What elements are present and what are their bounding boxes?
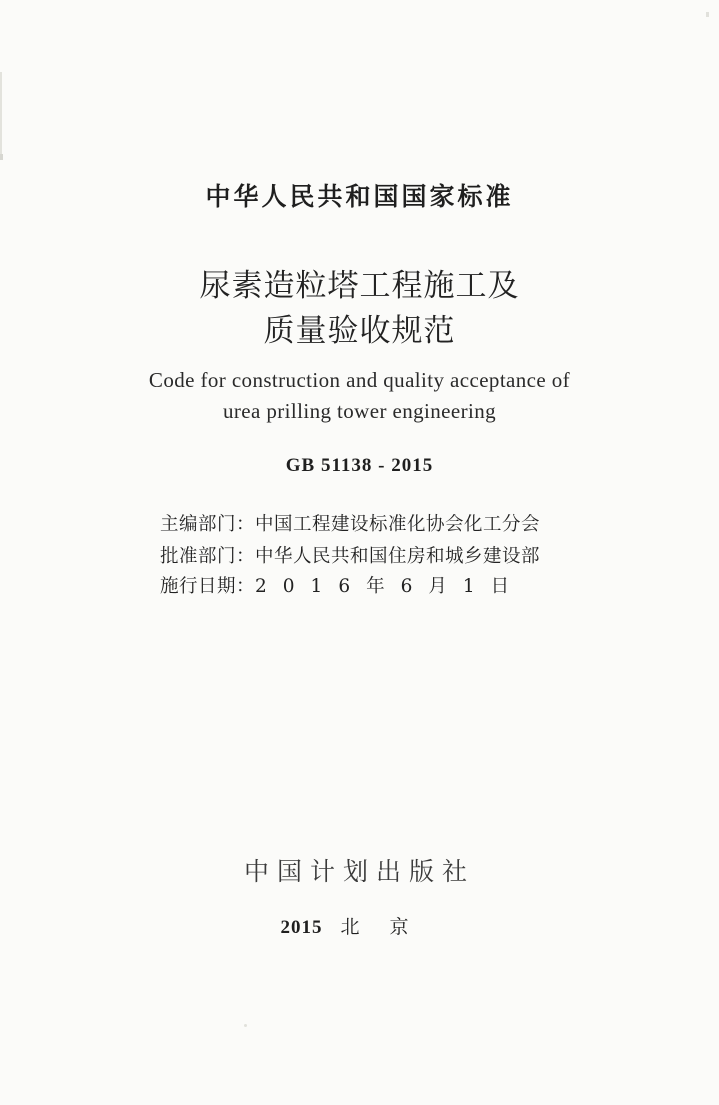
approval-department-row	[160, 542, 540, 568]
chinese-title-line-1: 尿素造粒塔工程施工及	[199, 268, 520, 304]
publication-city: 北京	[340, 916, 439, 938]
english-title-line-2: urea prilling tower engineering	[222, 399, 497, 423]
effective-date-row	[160, 572, 525, 598]
chinese-title-line-2: 质量验收规范	[263, 313, 456, 349]
effective-date-value: 2016年6月1日	[255, 576, 526, 597]
publication-year-place	[0, 912, 719, 939]
scan-edge-mark	[0, 154, 3, 160]
approval-department-value: 中华人民共和国住房和城乡建设部	[255, 546, 541, 567]
approval-department-label: 批准部门：	[160, 546, 256, 567]
editor-department-row	[160, 510, 540, 536]
scan-speck	[244, 1024, 247, 1027]
publisher-name: 中国计划出版社	[243, 857, 475, 886]
editor-department-label: 主编部门：	[160, 514, 256, 535]
editor-department-value: 中国工程建设标准化协会化工分会	[255, 514, 541, 535]
effective-date-label: 施行日期：	[160, 576, 256, 597]
standard-number: GB 51138 - 2015	[285, 455, 434, 476]
scan-edge-shadow	[0, 72, 2, 154]
english-title-line-1: Code for construction and quality acceptance of	[148, 368, 571, 392]
publication-year: 2015	[280, 917, 323, 938]
scan-speck	[706, 12, 709, 17]
series-title: 中华人民共和国国家标准	[205, 182, 514, 211]
